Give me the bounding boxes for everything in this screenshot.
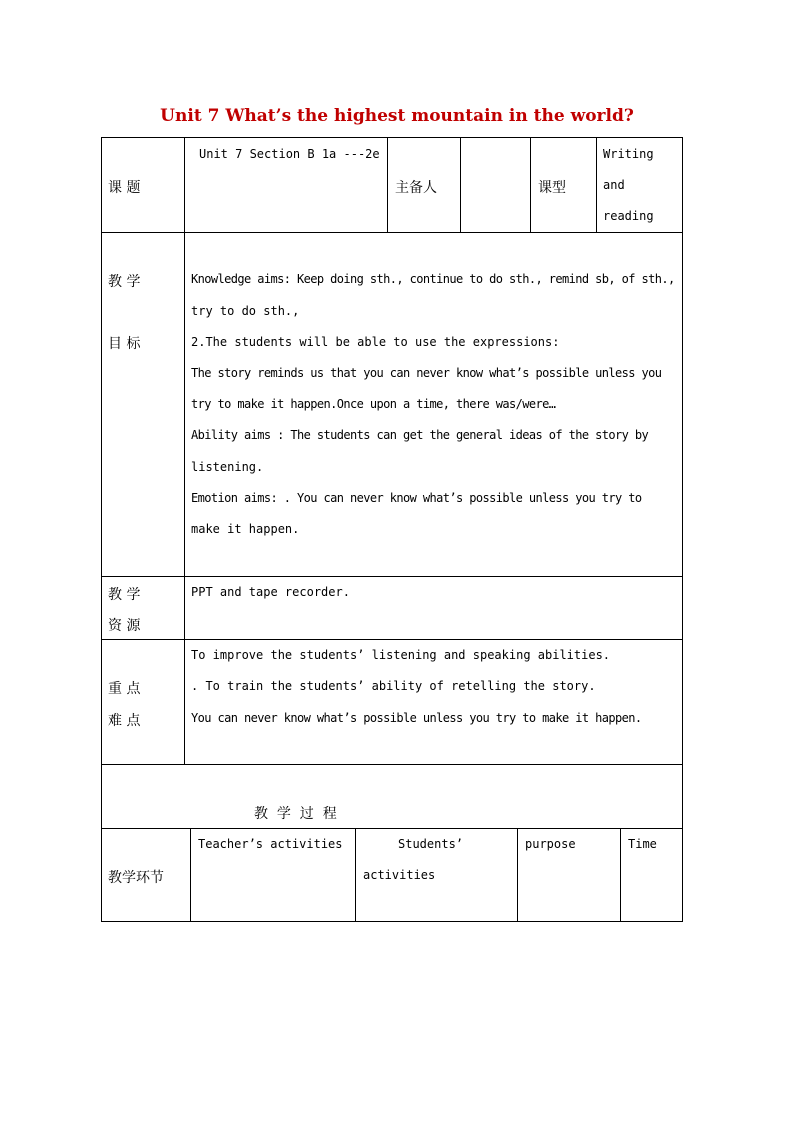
column-students-activities: activities [363,868,436,882]
divider [387,137,388,233]
divider [190,828,191,922]
document-title: Unit 7 What’s the highest mountain in the world? [160,106,634,126]
objectives-label: 教 学 [108,274,141,290]
column-time: Time [628,837,657,851]
type-label: 课型 [538,180,566,196]
objectives-label: 目 标 [108,336,141,352]
objective-line: Knowledge aims: Keep doing sth., continue to do sth., remind sb, of sth., [191,272,675,286]
objective-line: try to make it happen.Once upon a time, there was/were… [191,397,556,411]
objective-line: try to do sth., [191,304,300,318]
objective-line: 2.The students will be able to use the expressions: [191,335,560,349]
resources-value: PPT and tape recorder. [191,585,350,599]
divider [517,828,518,922]
key-point-line: You can never know what’s possible unless you try to make it happen. [191,711,642,725]
resources-label: 教 学 [108,587,141,603]
type-value-line: reading [603,209,654,223]
objective-line: make it happen. [191,522,300,536]
resources-row [101,576,683,640]
stage-label: 教学环节 [108,870,164,886]
divider [184,137,185,233]
divider [184,576,185,640]
divider [620,828,621,922]
divider [530,137,531,233]
topic-label: 课 题 [108,180,141,196]
type-value-line: Writing [603,147,654,161]
key-points-label: 重 点 [108,681,141,697]
column-teacher-activities: Teacher’s activities [198,837,343,851]
objective-line: listening. [191,460,264,474]
divider [596,137,597,233]
objective-line: Ability aims : The students can get the general ideas of the story by [191,428,649,442]
key-point-line: . To train the students’ ability of retelling the story. [191,679,596,693]
resources-label: 资 源 [108,618,141,634]
divider [184,232,185,577]
topic-value: Unit 7 Section B 1a ---2e [199,147,380,161]
type-value-line: and [603,178,625,192]
objective-line: The story reminds us that you can never know what’s possible unless you [191,366,662,380]
process-heading-row [101,764,683,829]
key-point-line: To improve the students’ listening and speaking abilities. [191,648,611,662]
column-students-activities: Students’ [398,837,464,851]
column-purpose: purpose [525,837,576,851]
divider [355,828,356,922]
divider [184,639,185,765]
preparer-label: 主备人 [395,180,437,196]
objective-line: Emotion aims: . You can never know what’s possible unless you try to [191,491,642,505]
key-points-label: 难 点 [108,713,141,729]
divider [460,137,461,233]
process-heading: 教 学 过 程 [254,806,337,822]
